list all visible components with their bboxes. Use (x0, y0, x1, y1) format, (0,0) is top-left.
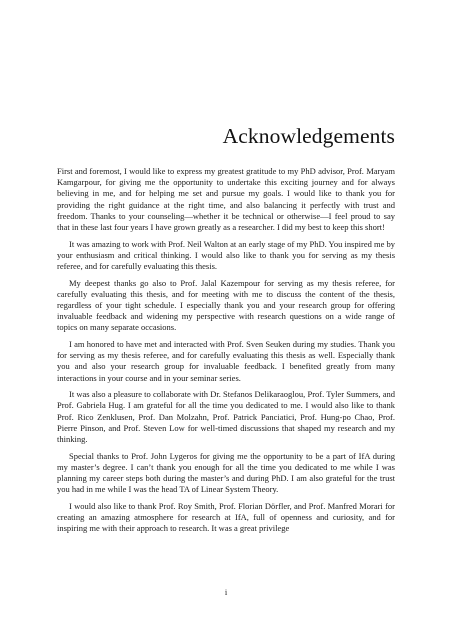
paragraph-ifa: I would also like to thank Prof. Roy Smith, Prof. Florian Dörfler, and Prof. Manfred Morari for creating an amazing atmosphere for research at IfA, full of openness and curiosity, and for inspiring me with their approach to research. It was a great privilege (57, 500, 395, 534)
page-number: i (224, 587, 228, 597)
paragraph-kazempour: My deepest thanks go also to Prof. Jalal Kazempour for serving as my thesis referee, for carefully evaluating this thesis, and for meeting with me to discuss the content of the thesis, regardless of your tight schedule. I especially thank you and your research group for offering invaluable feedback and widening my perspective with research questions on a wide range of topics on many separate occasions. (57, 277, 395, 333)
paragraph-walton: It was amazing to work with Prof. Neil Walton at an early stage of my PhD. You inspired me by your enthusiasm and critical thinking. I would also like to thank you for serving as my thesis referee, and for carefully evaluating this thesis. (57, 238, 395, 272)
page-title: Acknowledgements (222, 124, 395, 148)
paragraph-lygeros: Special thanks to Prof. John Lygeros for giving me the opportunity to be a part of IfA during my master’s degree. I can’t thank you enough for all the time you dedicated to me while I was planning my career steps both during the master’s and during PhD. I am also grateful for the trust you had in me while I was the head TA of Linear System Theory. (57, 450, 395, 495)
acknowledgements-body (57, 166, 395, 540)
paragraph-collaborators: It was also a pleasure to collaborate with Dr. Stefanos Delikaraoglou, Prof. Tyler Summers, and Prof. Gabriela Hug. I am grateful for all the time you dedicated to me. I would also like to thank Prof. Rico Zenklusen, Prof. Dan Molzahn, Prof. Patrick Panciatici, Prof. Hung-po Chao, Prof. Pierre Pinson, and Prof. Steven Low for well-timed discussions that shaped my research and my thinking. (57, 389, 395, 445)
paragraph-advisor: First and foremost, I would like to express my greatest gratitude to my PhD advisor, Prof. Maryam Kamgarpour, for giving me the opportunity to undertake this exciting journey and for always believing in me, and for helping me set and pursue my goals. I would like to thank you for providing the right guidance at the right time, and also balancing it perfectly with trust and freedom. Thanks to your counseling—whether it be technical or otherwise—I feel proud to say that in these last four years I have grown greatly as a researcher. I did my best to keep this short! (57, 166, 395, 233)
paragraph-seuken: I am honored to have met and interacted with Prof. Sven Seuken during my studies. Thank you for serving as my thesis referee, and for carefully evaluating this thesis as well. Especially thank you and also your research group for invaluable feedback. I benefited greatly from many interactions in your course and in your seminar series. (57, 339, 395, 383)
